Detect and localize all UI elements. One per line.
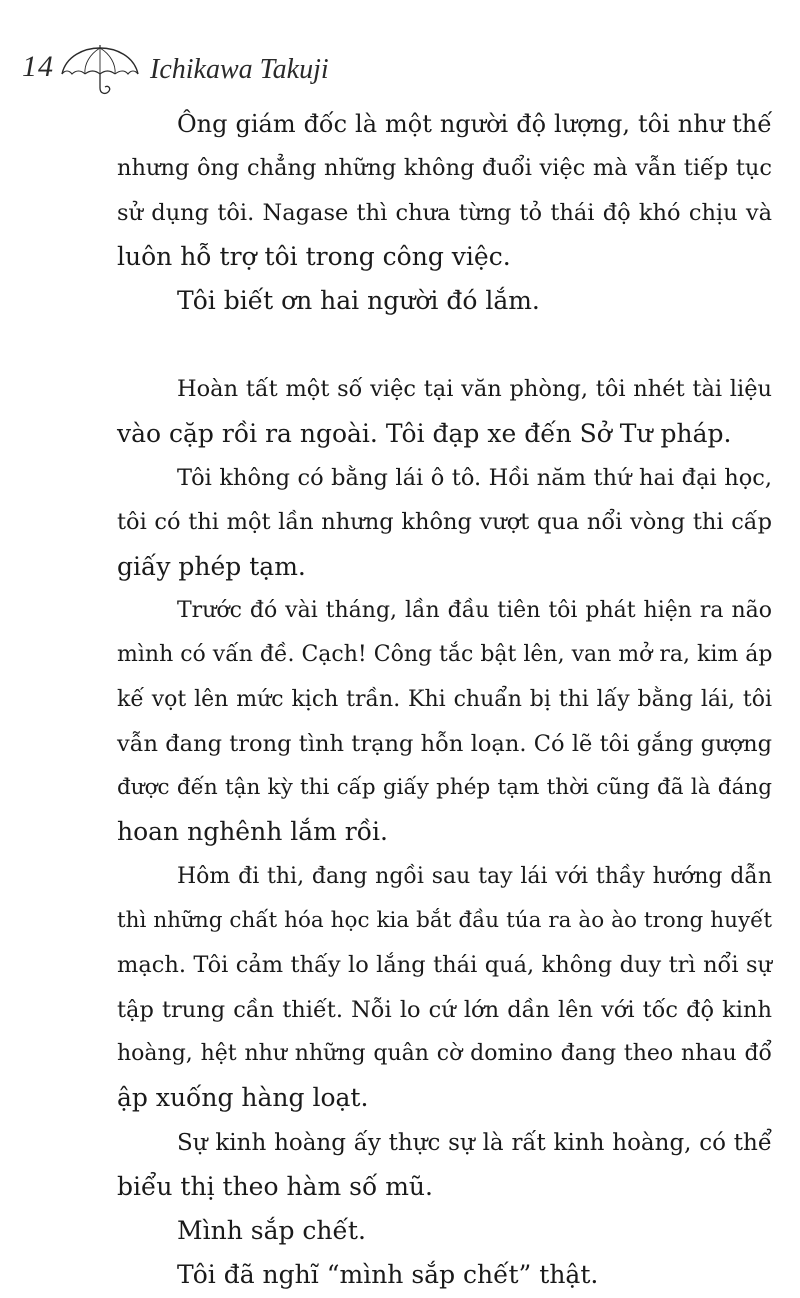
text-line: Trước đó vài tháng, lần đầu tiên tôi phát hiện ra não: [177, 597, 772, 623]
paragraph: [117, 367, 772, 456]
text-line: được đến tận kỳ thi cấp giấy phép tạm thời cũng đã là đáng: [117, 775, 772, 801]
text-line: ập xuống hàng loạt.: [117, 1083, 369, 1113]
page-number: 14: [22, 50, 54, 83]
paragraph: [117, 1253, 772, 1297]
paragraph: [117, 1209, 772, 1253]
text-line: vẫn đang trong tình trạng hỗn loạn. Có lẽ tôi gắng gượng: [117, 730, 772, 757]
umbrella-icon: [56, 44, 142, 98]
text-line: giấy phép tạm.: [117, 551, 306, 581]
paragraph: [117, 456, 772, 589]
text-line: Sự kinh hoàng ấy thực sự là rất kinh hoàng, có thể: [177, 1129, 772, 1156]
text-line: Hôm đi thi, đang ngồi sau tay lái với thầy hướng dẫn: [177, 863, 772, 889]
text-line: mạch. Tôi cảm thấy lo lắng thái quá, không duy trì nổi sự: [117, 952, 772, 979]
paragraph: [117, 1121, 772, 1210]
text-line: luôn hỗ trợ tôi trong công việc.: [117, 241, 511, 271]
text-line: sử dụng tôi. Nagase thì chưa từng tỏ thái độ khó chịu và: [117, 199, 772, 226]
text-line: vào cặp rồi ra ngoài. Tôi đạp xe đến Sở Tư pháp.: [117, 418, 732, 448]
paragraph: [117, 279, 772, 323]
text-line: tập trung cần thiết. Nỗi lo cứ lớn dần lên với tốc độ kinh: [117, 996, 772, 1023]
text-line: hoan nghênh lắm rồi.: [117, 817, 388, 847]
paragraph: [117, 855, 772, 1121]
text-line: Mình sắp chết.: [177, 1216, 366, 1246]
running-title: Ichikawa Takuji: [150, 54, 329, 85]
text-line: tôi có thi một lần nhưng không vượt qua nổi vòng thi cấp: [117, 509, 772, 536]
text-line: biểu thị theo hàm số mũ.: [117, 1171, 433, 1201]
text-line: mình có vấn đề. Cạch! Công tắc bật lên, van mở ra, kim áp: [117, 642, 773, 668]
section-break: [117, 323, 772, 367]
text-line: Hoàn tất một số việc tại văn phòng, tôi nhét tài liệu: [177, 376, 772, 403]
text-line: Ông giám đốc là một người độ lượng, tôi như thế: [177, 110, 772, 138]
text-line: Tôi không có bằng lái ô tô. Hồi năm thứ hai đại học,: [177, 465, 772, 492]
text-line: Tôi đã nghĩ “mình sắp chết” thật.: [177, 1260, 599, 1290]
text-line: Tôi biết ơn hai người đó lắm.: [177, 286, 540, 316]
paragraph: [117, 102, 772, 279]
text-line: kế vọt lên mức kịch trần. Khi chuẩn bị thi lấy bằng lái, tôi: [117, 686, 772, 712]
paragraph: [117, 589, 772, 855]
text-line: nhưng ông chẳng những không đuổi việc mà vẫn tiếp tục: [117, 155, 772, 182]
body-text: [117, 102, 772, 1298]
text-line: thì những chất hóa học kia bắt đầu túa ra ào ào trong huyết: [117, 908, 772, 934]
text-line: hoàng, hệt như những quân cờ domino đang theo nhau đổ: [117, 1040, 772, 1066]
page-header: [22, 44, 422, 94]
